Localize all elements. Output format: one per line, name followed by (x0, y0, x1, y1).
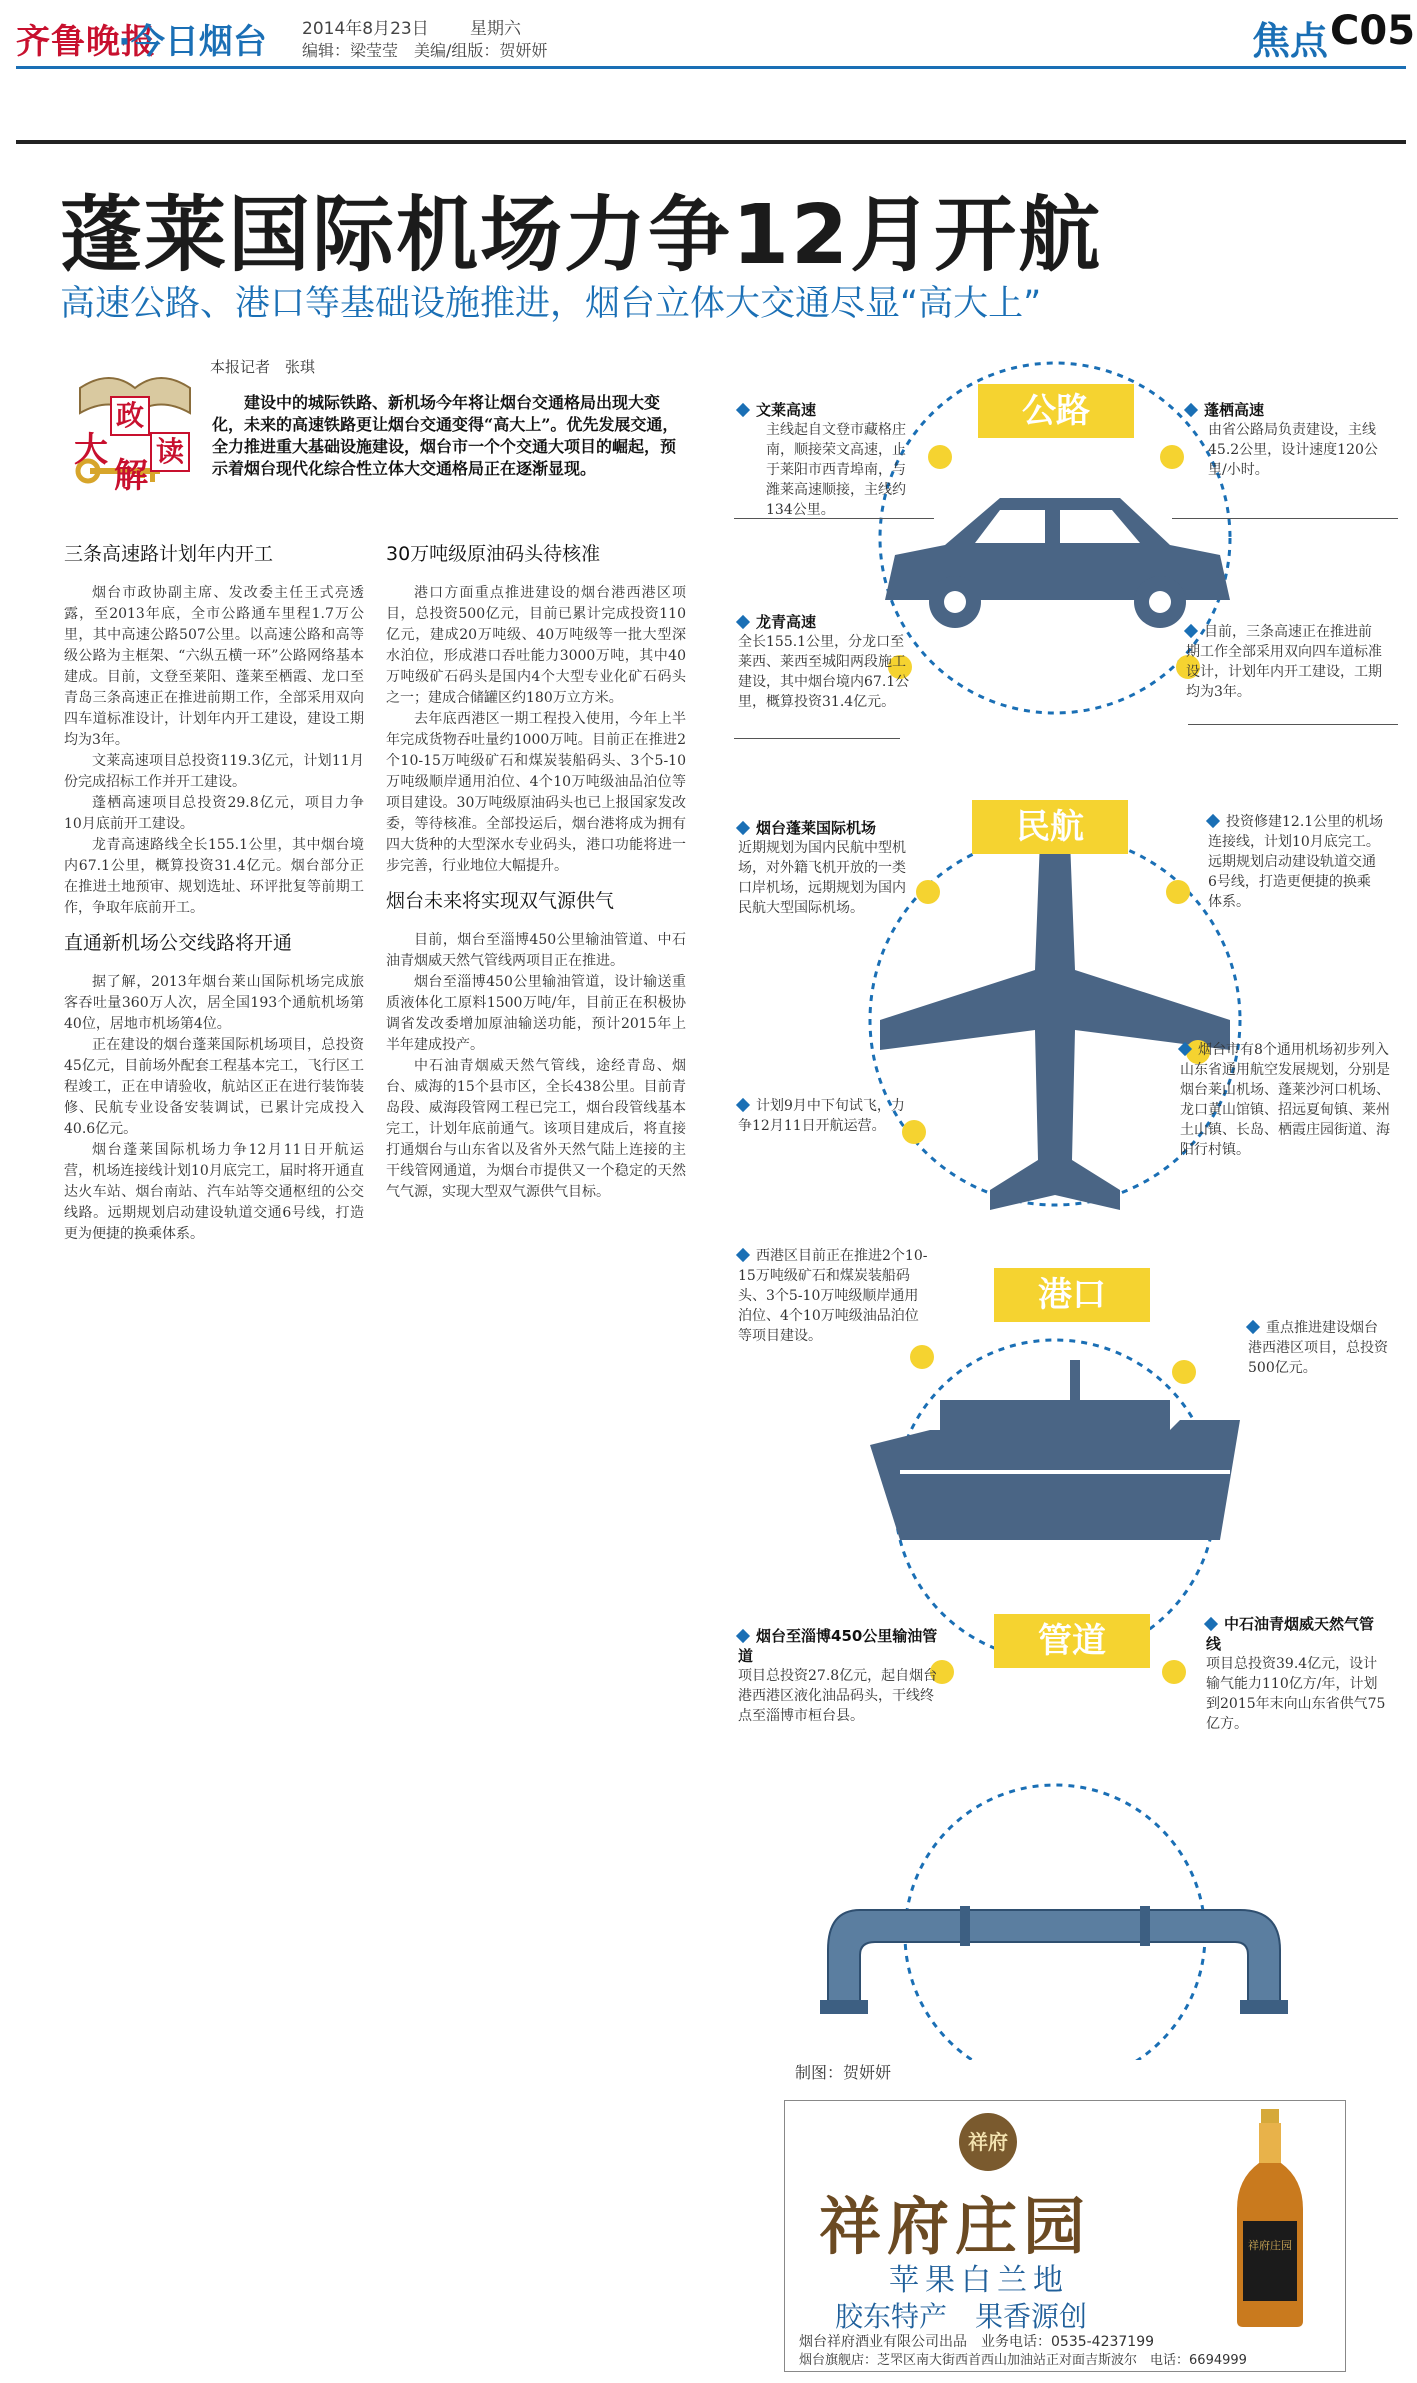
bullet-icon (1178, 1042, 1192, 1056)
bullet-icon (736, 1629, 750, 1643)
bottle-label-text: 祥府庄园 (1248, 2239, 1292, 2252)
ad-store: 烟台旗舰店：芝罘区南大街西首西山加油站正对面吉斯波尔 电话：6694999 (799, 2353, 1247, 2368)
headline-rule (16, 140, 1406, 144)
byline: 本报记者 张琪 (210, 358, 316, 376)
marker-dot (910, 1345, 934, 1369)
lede-paragraph (212, 392, 686, 480)
bullet-icon (1204, 1617, 1218, 1631)
paragraph: 正在建设的烟台蓬莱国际机场项目，总投资45亿元，目前场外配套工程基本完工，飞行区工程竣工，正在申请验收，航站区正在进行装饰装修、民航专业设备安装调试，已累计完成投入40.6亿元。 (64, 1037, 364, 1137)
ad-product: 苹果白兰地 (889, 2263, 1069, 2298)
note-oil-pipeline: 烟台至淄博450公里输油管道 项目总投资27.8亿元，起自烟台港西港区液化油品码头，干线终点至淄博市桓台县。 (738, 1626, 938, 1726)
bullet-icon (736, 403, 750, 417)
bullet-icon (736, 1248, 750, 1262)
paragraph: 烟台蓬莱国际机场力争12月11日开航运营，机场连接线计划10月底完工，届时将开通直达火车站、烟台南站、汽车站等交通枢纽的公交线路。远期规划启动建设轨道交通6号线，打造更为便捷的换乘体系。 (64, 1142, 364, 1242)
marker-dot (916, 880, 940, 904)
brandy-bottle-icon (1225, 2109, 1315, 2329)
paragraph: 据了解，2013年烟台莱山国际机场完成旅客吞吐量360万人次，居全国193个通航机场第40位，居地市机场第4位。 (64, 974, 364, 1032)
badge-char-bottom: 解 (114, 456, 148, 496)
paragraph: 文莱高速项目总投资119.3亿元，计划11月份完成招标工作并开工建设。 (64, 753, 364, 790)
page-number: C05 (1330, 8, 1416, 54)
note-wenlai-expressway: 文莱高速 主线起自文登市藏格庄南，顺接荣文高速，止于莱阳市西青埠南，与潍莱高速顺接，主线约134公里。 (738, 400, 918, 520)
ad-brand: 祥府庄园 (819, 2190, 1092, 2263)
label-pipeline: 管道 (994, 1614, 1150, 1668)
subheading-highways: 三条高速路计划年内开工 (64, 543, 274, 565)
subheading-airport-bus: 直通新机场公交线路将开通 (64, 932, 293, 954)
weekday: 星期六 (470, 19, 521, 39)
bullet-icon (1184, 403, 1198, 417)
publication-date: 2014年8月23日 (302, 19, 429, 39)
subheading-oil-terminal: 30万吨级原油码头待核准 (386, 543, 601, 565)
marker-dot (1166, 880, 1190, 904)
note-airport-link-road: 投资修建12.1公里的机场连接线，计划10月底完工。远期规划启动建设轨道交通6号线，打造更便捷的换乘体系。 (1208, 812, 1384, 912)
note-general-airports: 烟台市有8个通用机场初步列入山东省通用航空发展规划，分别是烟台莱山机场、蓬莱沙河口机场、龙口黄山馆镇、招远夏甸镇、莱州土山镇、长岛、栖霞庄园街道、海阳行村镇。 (1180, 1040, 1390, 1160)
ship-icon (870, 1360, 1240, 1540)
paragraph: 龙青高速路线全长155.1公里，其中烟台境内67.1公里，概算投资31.4亿元。烟台部分正在推进土地预审、规划选址、环评批复等前期工作，争取年底前开工。 (64, 837, 364, 916)
subheading-gas-supply: 烟台未来将实现双气源供气 (386, 890, 615, 912)
badge-char-right: 读 (150, 432, 190, 472)
badge-char-left: 大 (74, 430, 108, 470)
graphic-credit: 制图：贺妍妍 (795, 2063, 892, 2082)
advertisement (784, 2100, 1346, 2372)
article-column-1 (64, 530, 364, 1245)
note-expressway-schedule: 目前，三条高速正在推进前期工作全部采用双向四车道标准设计，计划年内开工建设，工期均为3年。 (1186, 622, 1382, 702)
note-west-port-berths: 西港区目前正在推进2个10-15万吨级矿石和煤炭装船码头、3个5-10万吨级顺岸通用泊位、4个10万吨级油品泊位等项目建设。 (738, 1246, 928, 1346)
headline: 蓬莱国际机场力争12月开航 (60, 188, 1103, 283)
paragraph: 蓬栖高速项目总投资29.8亿元，项目力争10月底前开工建设。 (64, 795, 364, 832)
bullet-icon (1206, 814, 1220, 828)
marker-dot (1172, 1360, 1196, 1384)
marker-dot (1162, 1660, 1186, 1684)
airplane-icon (880, 820, 1230, 1210)
header-rule (16, 66, 1406, 69)
article-column-2 (386, 530, 686, 1203)
editor-credits: 编辑：梁莹莹 美编/组版：贺妍妍 (302, 41, 548, 60)
paragraph: 港口方面重点推进建设的烟台港西港区项目，总投资500亿元，目前已累计完成投资110亿元，建成20万吨级、40万吨级等一批大型深水泊位，形成港口吞吐能力3000万吨，其中40万吨级矿石码头是国内4个大型专业化矿石码头之一；建成合储罐区约180万立方米。 (386, 585, 686, 706)
label-port: 港口 (994, 1268, 1150, 1322)
paragraph: 去年底西港区一期工程投入使用，今年上半年完成货物吞吐量约1000万吨。目前正在推进2个10-15万吨级矿石和煤炭装船码头、3个5-10万吨级顺岸通用泊位、4个10万吨级油品泊位等项目建设。30万吨级原油码头也已上报国家发改委，等待核准。全部投运后，烟台港将成为拥有四大货种的大型深水专业码头，港口功能将进一步完善，行业地位大幅提升。 (386, 711, 686, 874)
paragraph: 中石油青烟威天然气管线，途经青岛、烟台、威海的15个县市区，全长438公里。目前青岛段、威海段管网工程已完工，烟台段管线基本完工，计划年底前通气。该项目建成后，将直接打通烟台与山东省以及省外天然气陆上连接的主干线管网通道，为烟台市提供又一个稳定的天然气气源，实现大型双气源供气目标。 (386, 1058, 686, 1200)
paragraph: 目前，烟台至淄博450公里输油管道、中石油青烟威天然气管线两项目正在推进。 (386, 932, 686, 969)
bullet-icon (736, 615, 750, 629)
ad-slogan: 胶东特产 果香源创 (835, 2300, 1088, 2333)
note-gas-pipeline: 中石油青烟威天然气管线 项目总投资39.4亿元，设计输气能力110亿方/年，计划到2015年末向山东省供气75亿方。 (1206, 1614, 1386, 1734)
label-aviation: 民航 (972, 800, 1128, 854)
bullet-icon (1246, 1320, 1260, 1334)
note-west-port-investment: 重点推进建设烟台港西港区项目，总投资500亿元。 (1248, 1318, 1388, 1378)
section-tag: 焦点 (1252, 19, 1329, 63)
policy-reading-badge (70, 358, 200, 498)
note-pengqi-expressway: 蓬栖高速 由省公路局负责建设，主线45.2公里，设计速度120公里/小时。 (1186, 400, 1386, 480)
subheadline: 高速公路、港口等基础设施推进，烟台立体大交通尽显“高大上” (60, 284, 1042, 324)
section-name: ·今日烟台 (118, 22, 267, 62)
paragraph: 烟台市政协副主席、发改委主任王式亮透露，至2013年底，全市公路通车里程1.7万公里，其中高速公路507公里。以高速公路和高等级公路为主框架、“六纵五横一环”公路网络基本建成。目前，文登至莱阳、蓬莱至栖霞、龙口至青岛三条高速正在推进前期工作，全部采用双向四车道标准设计，计划年内开工建设，建设工期均为3年。 (64, 585, 364, 748)
label-road: 公路 (978, 384, 1134, 438)
paragraph: 烟台至淄博450公里输油管道，设计输送重质液体化工原料1500万吨/年，目前正在积极协调省发改委增加原油输送功能，预计2015年上半年建成投产。 (386, 974, 686, 1053)
note-trial-flight: 计划9月中下旬试飞，力争12月11日开航运营。 (738, 1096, 918, 1136)
ad-company: 烟台祥府酒业有限公司出品 业务电话：0535-4237199 (799, 2334, 1155, 2350)
note-longqing-expressway: 龙青高速 全长155.1公里，分龙口至莱西、莱西至城阳两段施工建设，其中烟台境内67.1公里，概算投资31.4亿元。 (738, 612, 914, 712)
note-penglai-airport: 烟台蓬莱国际机场 近期规划为国内民航中型机场，对外籍飞机开放的一类口岸机场，远期规划为国内民航大型国际机场。 (738, 818, 916, 918)
masthead (0, 0, 1417, 70)
lede-text: 建设中的城际铁路、新机场今年将让烟台交通格局出现大变化，未来的高速铁路更让烟台交通变得“高大上”。优先发展交通，全力推进重大基础设施建设，烟台市一个个交通大项目的崛起，预示着烟台现代化综合性立体大交通格局正在逐渐显现。 (212, 393, 679, 478)
bullet-icon (736, 1098, 750, 1112)
brand-seal: 祥府 (959, 2113, 1017, 2171)
bullet-icon (736, 821, 750, 835)
bullet-icon (1184, 624, 1198, 638)
pipeline-icon (820, 1906, 1288, 2014)
newspaper-brand: 齐鲁晚报 (16, 22, 156, 62)
badge-char-top: 政 (110, 396, 150, 436)
